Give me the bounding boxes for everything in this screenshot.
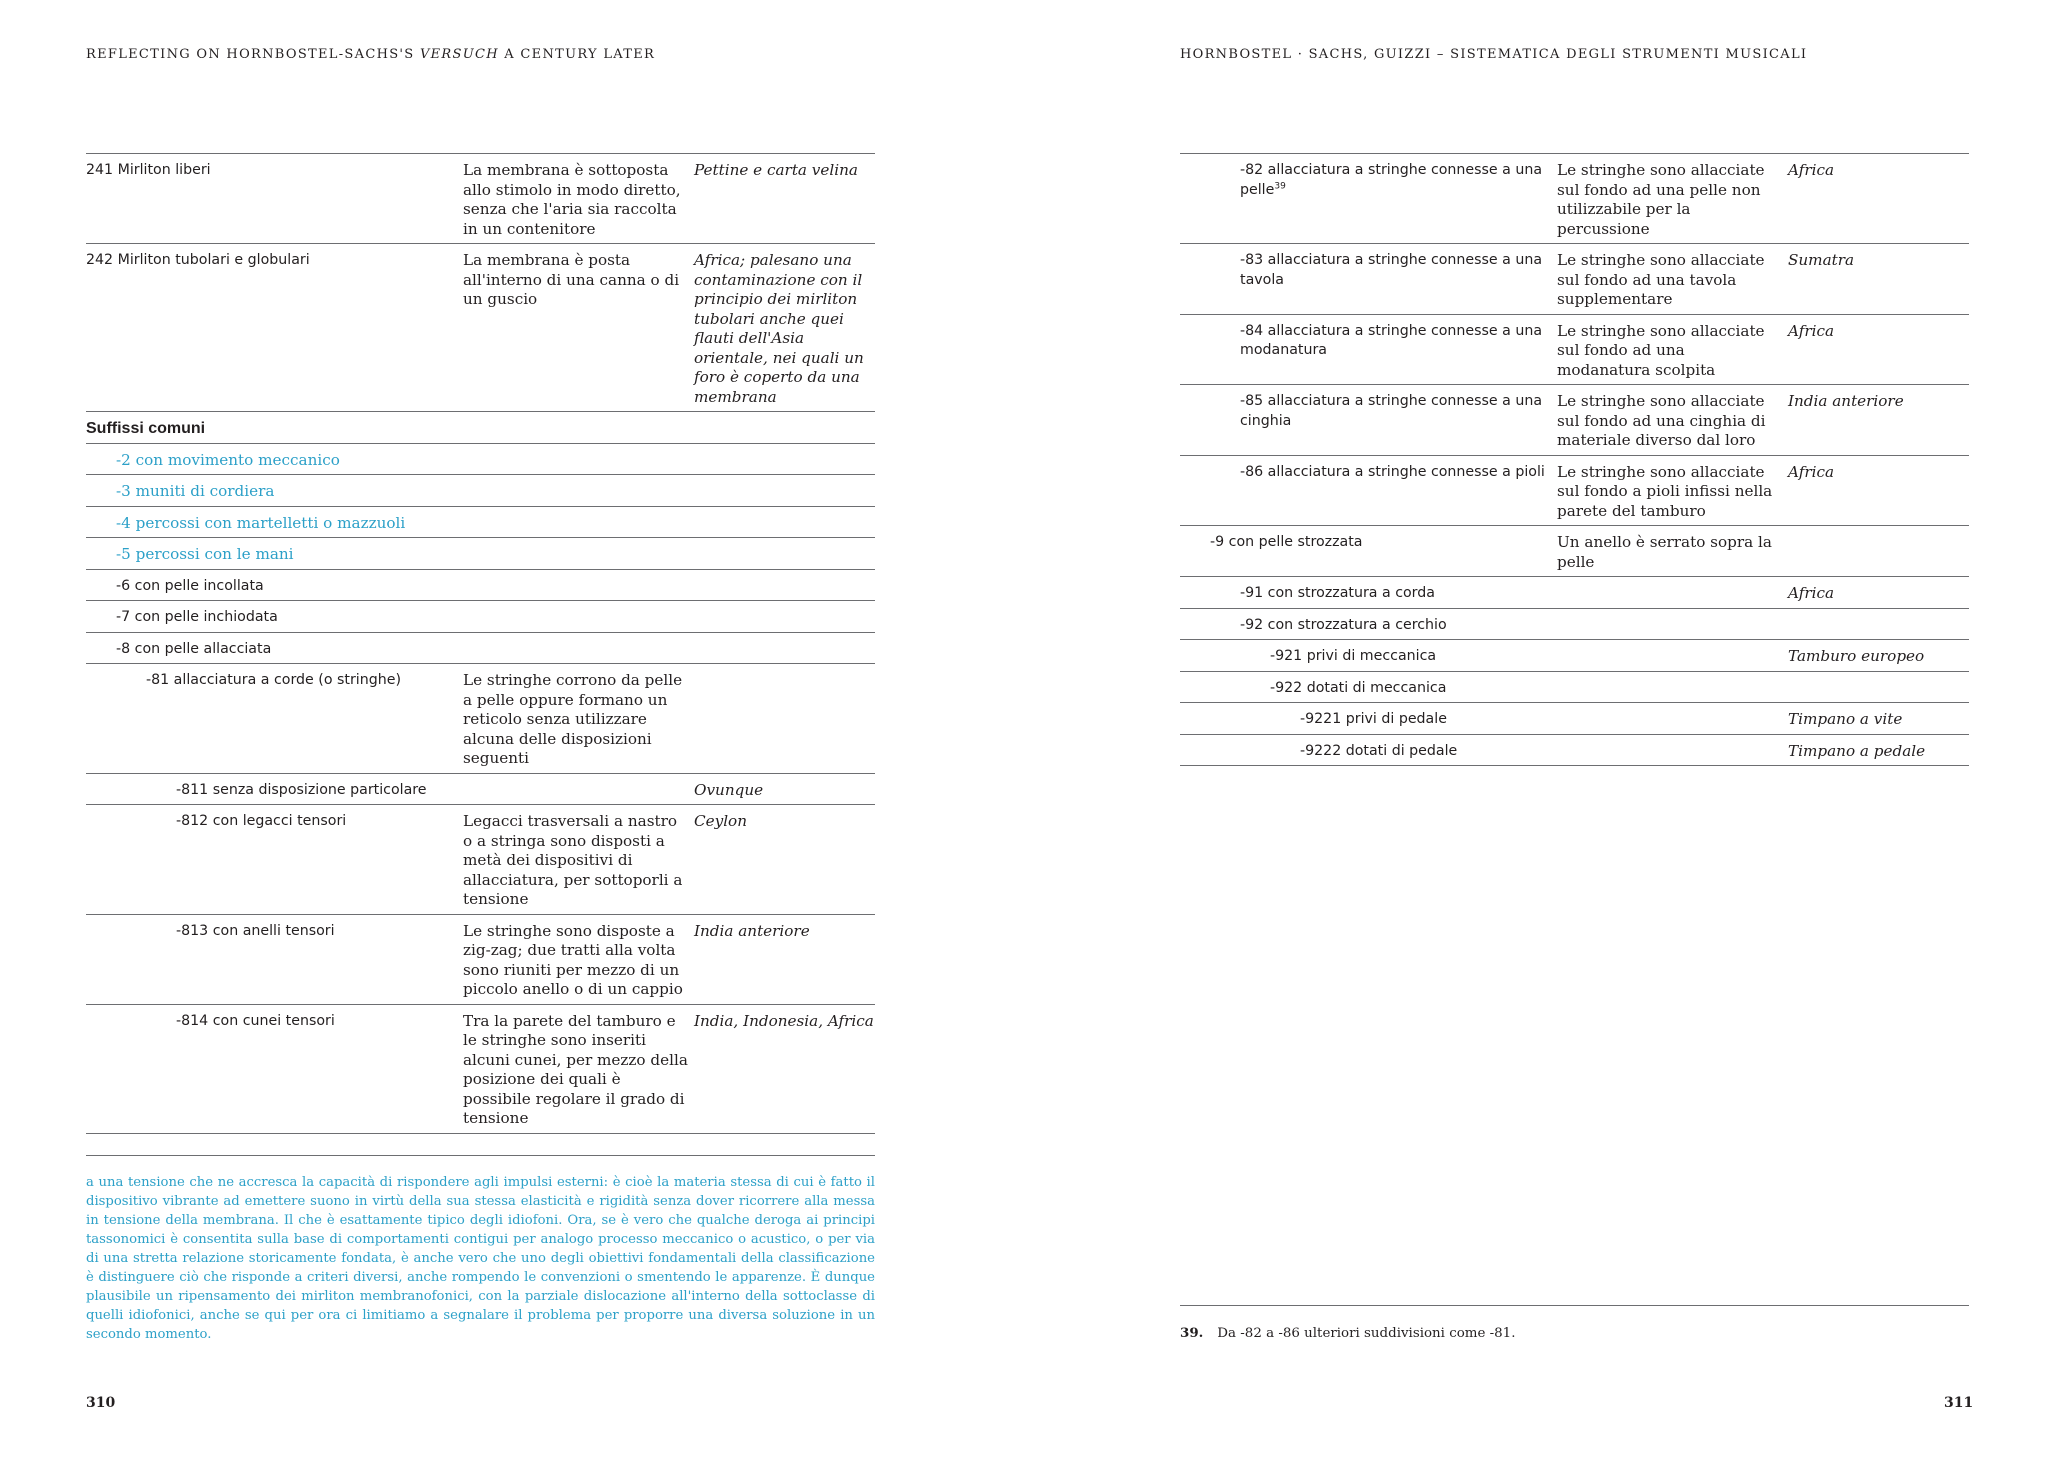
- table-row: [1180, 526, 1969, 577]
- row-distribution: Ceylon: [694, 812, 747, 830]
- row-name: -8 con pelle allacciata: [116, 640, 272, 657]
- table-row: [86, 570, 875, 602]
- row-description: [1557, 742, 1788, 762]
- table-row: [1180, 672, 1969, 704]
- row-distribution: Africa: [1788, 321, 1834, 340]
- row-name: 242 Mirliton tubolari e globulari: [86, 252, 310, 268]
- table-row: [86, 633, 875, 665]
- table-row: [86, 538, 875, 570]
- row-description: Le stringhe sono allacciate sul fondo ad una tavola supplementare: [1557, 251, 1765, 308]
- table-row: [1180, 640, 1969, 672]
- row-name: -92 con strozzatura a cerchio: [1240, 616, 1447, 633]
- row-distribution: India anteriore: [694, 921, 810, 940]
- table-row: [1180, 315, 1969, 386]
- table-row: [1180, 456, 1969, 527]
- table-row: [86, 1005, 875, 1134]
- row-name: -812 con legacci tensori: [176, 813, 347, 829]
- table-row: [86, 507, 875, 539]
- table-row: [1180, 154, 1969, 244]
- table-row: [86, 475, 875, 507]
- row-description: Un anello è serrato sopra la pelle: [1557, 533, 1772, 571]
- running-head: REFLECTING ON HORNBOSTEL-SACHS'S VERSUCH A CENTURY LATER: [86, 47, 656, 62]
- row-name: -5 percossi con le mani: [116, 545, 294, 563]
- row-distribution: Pettine e carta velina: [694, 161, 858, 179]
- row-name: -9221 privi di pedale: [1300, 711, 1447, 727]
- row-distribution: [1788, 679, 1969, 699]
- row-description: Le stringhe sono disposte a zig-zag; due tratti alla volta sono riuniti per mezzo di un piccolo anello o di un cappio: [463, 921, 683, 998]
- row-description: [1557, 584, 1788, 604]
- row-distribution: [694, 671, 875, 769]
- row-name: -922 dotati di meccanica: [1270, 679, 1447, 696]
- row-name: -84 allacciatura a stringhe connesse a una modanatura: [1240, 322, 1543, 358]
- row-description: La membrana è sottoposta allo stimolo in modo diretto, senza che l'aria sia raccolta in un contenitore: [463, 161, 681, 238]
- running-head: HORNBOSTEL · SACHS, GUIZZI – SISTEMATICA DEGLI STRUMENTI MUSICALI: [1180, 47, 1808, 62]
- footnote-reference[interactable]: 39: [1274, 180, 1286, 191]
- row-distribution: Sumatra: [1788, 251, 1855, 269]
- row-description: Le stringhe sono allacciate sul fondo ad una cinghia di materiale diverso dal loro: [1557, 392, 1766, 449]
- classification-table: [1180, 153, 1969, 766]
- row-name: -85 allacciatura a stringhe connesse a una cinghia: [1240, 393, 1543, 429]
- table-row: [86, 774, 875, 806]
- row-distribution: Ovunque: [694, 780, 764, 799]
- table-row: [1180, 609, 1969, 641]
- right-page: [1024, 0, 2048, 1457]
- row-distribution: [1788, 616, 1969, 636]
- table-row: [86, 244, 875, 412]
- row-description: Le stringhe sono allacciate sul fondo ad una modanatura scolpita: [1557, 321, 1765, 379]
- page-number: 310: [86, 1395, 116, 1411]
- row-name: -814 con cunei tensori: [176, 1012, 335, 1029]
- table-row: [86, 805, 875, 915]
- row-description: Tra la parete del tamburo e le stringhe sono inseriti alcuni cunei, per mezzo della posizione dei quali è possibile regolare il grado di tensione: [463, 1011, 688, 1127]
- footnote: [1180, 1324, 1969, 1343]
- row-description: [463, 781, 694, 801]
- row-distribution: Africa: [1788, 462, 1834, 481]
- footnote-number: 39.: [1180, 1325, 1204, 1341]
- row-name: -7 con pelle inchiodata: [116, 609, 278, 625]
- footer-divider: [86, 1155, 875, 1156]
- row-distribution: India, Indonesia, Africa: [694, 1011, 874, 1030]
- row-description: [1557, 679, 1788, 699]
- row-name: -811 senza disposizione particolare: [176, 781, 427, 798]
- row-description: Le stringhe corrono da pelle a pelle oppure formano un reticolo senza utilizzare alcuna delle disposizioni seguenti: [463, 671, 683, 767]
- table-row: [1180, 244, 1969, 315]
- row-description: La membrana è posta all'interno di una canna o di un guscio: [463, 251, 680, 308]
- row-description: [1557, 710, 1788, 730]
- table-row: [86, 444, 875, 476]
- row-name: -6 con pelle incollata: [116, 577, 264, 594]
- page-number: 311: [1944, 1395, 1974, 1411]
- footnote-text: Da -82 a -86 ulteriori suddivisioni come -81.: [1217, 1326, 1516, 1341]
- row-name: -813 con anelli tensori: [176, 922, 335, 939]
- table-row: [86, 601, 875, 633]
- row-name: -82 allacciatura a stringhe connesse a una pelle$^{39}$: [1240, 162, 1543, 198]
- row-distribution: Africa: [1788, 161, 1834, 179]
- row-name: 241 Mirliton liberi: [86, 162, 211, 178]
- row-name: -921 privi di meccanica: [1270, 648, 1437, 664]
- row-description: Le stringhe sono allacciate sul fondo ad una pelle non utilizzabile per la percussione: [1557, 161, 1765, 238]
- table-row: [86, 154, 875, 244]
- row-name: -3 muniti di cordiera: [116, 482, 275, 500]
- classification-table: [86, 153, 875, 1134]
- row-name: -4 percossi con martelletti o mazzuoli: [116, 513, 406, 532]
- row-distribution: [1788, 533, 1969, 572]
- row-distribution: India anteriore: [1788, 392, 1904, 410]
- row-distribution: Tamburo europeo: [1788, 647, 1925, 665]
- table-row: [1180, 577, 1969, 609]
- row-description: [1557, 616, 1788, 636]
- footnote-divider: [1180, 1305, 1969, 1306]
- row-name: -9222 dotati di pedale: [1300, 742, 1458, 759]
- row-distribution: Africa; palesano una contaminazione con il principio dei mirliton tubolari anche quei flauti dell'Asia orientale, nei quali un foro è coperto da una membrana: [694, 251, 864, 406]
- row-description: Le stringhe sono allacciate sul fondo a pioli infissi nella parete del tamburo: [1557, 462, 1773, 520]
- section-heading: Suffissi comuni: [86, 420, 206, 437]
- table-row: [86, 664, 875, 774]
- row-description: [1557, 647, 1788, 667]
- section-heading-row: [86, 412, 875, 444]
- row-name: -2 con movimento meccanico: [116, 450, 340, 469]
- row-name: -81 allacciatura a corde (o stringhe): [146, 672, 402, 688]
- row-distribution: Timpano a pedale: [1788, 741, 1926, 760]
- commentary-paragraph: a una tensione che ne accresca la capacità di rispondere agli impulsi esterni: è cioè la materia stessa di cui è fatto il dispositivo vibrante ad emettere suono in virtù della sua stessa elasticità e rigidità senza dover ricorrere alla messa in tensione della membrana. Il che è esattamente tipico degli idiofoni. Ora, se è vero che qualche deroga ai principi tassonomici è consentita sulla base di comportamenti contigui per analogo processo meccanico o acustico, o per via di una stretta relazione storicamente fondata, è anche vero che uno degli obiettivi fondamentali della classificazione è distinguere ciò che risponde a criteri diversi, anche rompendo le convenzioni o smentendo le apparenze. È dunque plausibile un ripensamento dei mirliton membranofonici, con la parziale dislocazione all'interno della sottoclasse di quelli idiofonici, anche se qui per ora ci limitiamo a segnalare il problema per proporre una diversa soluzione in un secondo momento.: [86, 1175, 875, 1342]
- table-row: [1180, 735, 1969, 767]
- row-name: -91 con strozzatura a corda: [1240, 585, 1435, 601]
- row-name: -86 allacciatura a stringhe connesse a pioli: [1240, 463, 1545, 480]
- row-name: -9 con pelle strozzata: [1210, 534, 1363, 550]
- row-distribution: Africa: [1788, 584, 1834, 602]
- table-row: [86, 915, 875, 1005]
- row-name: -83 allacciatura a stringhe connesse a una tavola: [1240, 252, 1543, 288]
- row-description: Legacci trasversali a nastro o a stringa sono disposti a metà dei dispositivi di allacciatura, per sottoporli a tensione: [463, 812, 683, 908]
- table-row: [1180, 385, 1969, 456]
- table-row: [1180, 703, 1969, 735]
- row-distribution: Timpano a vite: [1788, 710, 1903, 728]
